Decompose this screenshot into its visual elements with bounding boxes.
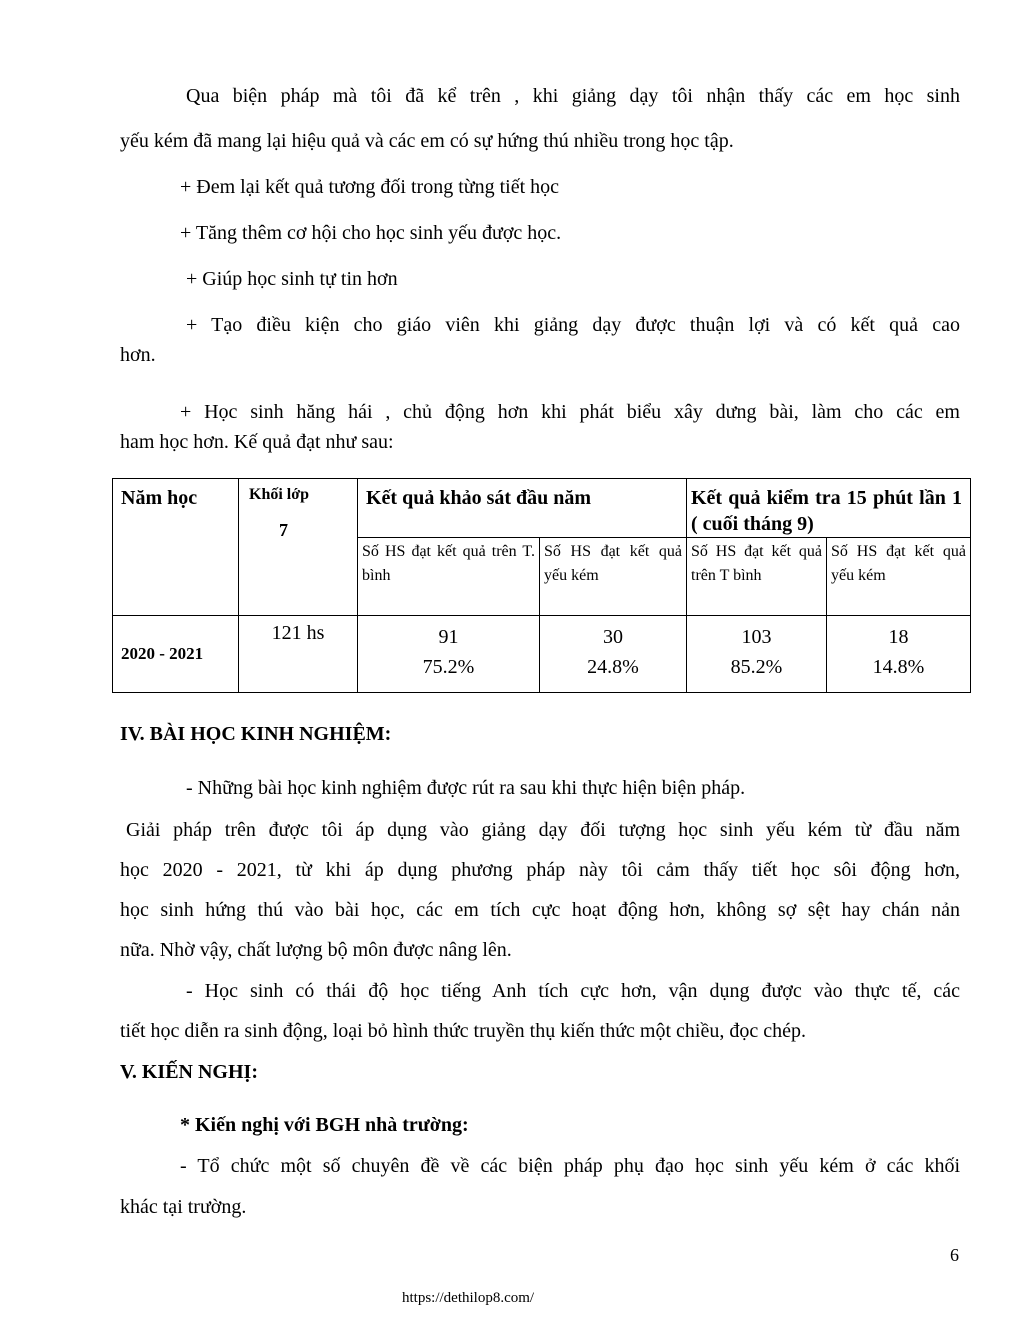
bullet-line: hơn.: [120, 344, 156, 366]
paragraph-line: - Học sinh có thái độ học tiếng Anh tích cực hơn, vận dụng được vào thực tế, các: [186, 980, 960, 1002]
cell-test-above: [687, 616, 827, 693]
paragraph-line: học 2020 - 2021, từ khi áp dụng phương pháp này tôi cảm thấy tiết học sôi động hơn,: [120, 859, 960, 881]
bullet-line: ham học hơn. Kế quả đạt như sau:: [120, 431, 394, 453]
subsection-heading: * Kiến nghị với BGH nhà trường:: [180, 1114, 469, 1136]
cell-survey-above: [358, 616, 540, 693]
section-heading: V. KIẾN NGHỊ:: [120, 1061, 258, 1083]
paragraph-line: nữa. Nhờ vậy, chất lượng bộ môn được nâng lên.: [120, 939, 512, 961]
header-survey-cell: [358, 479, 687, 538]
header-grade-value: 7: [279, 520, 288, 540]
paragraph-line: - Những bài học kinh nghiệm được rút ra sau khi thực hiện biện pháp.: [186, 777, 746, 799]
bullet-line: + Học sinh hăng hái , chủ động hơn khi phát biểu xây dưng bài, làm cho các em: [180, 401, 960, 423]
header-survey: Kết quả khảo sát đầu năm: [366, 487, 592, 509]
subheader-3: Số HS đạt kết quả trên T bình: [687, 538, 827, 616]
section-heading: IV. BÀI HỌC KINH NGHIỆM:: [120, 723, 392, 745]
subheader-1: Số HS đạt kết quả trên T. bình: [358, 538, 540, 616]
value: 91: [438, 626, 459, 648]
header-grade: Khối lớp: [249, 486, 309, 503]
bullet-line: + Tạo điều kiện cho giáo viên khi giảng dạy được thuận lợi và có kết quả cao: [186, 314, 960, 336]
header-test-cell: [687, 479, 971, 538]
percent: 85.2%: [730, 656, 783, 678]
paragraph-line: tiết học diễn ra sinh động, loại bỏ hình thức truyền thụ kiến thức một chiều, đọc chép.: [120, 1020, 806, 1042]
subheader-4: Số HS đạt kết quả yếu kém: [827, 538, 971, 616]
header-year-cell: [113, 479, 239, 616]
results-table: [112, 478, 971, 693]
header-year: Năm học: [121, 487, 198, 509]
bullet-line: + Đem lại kết quả tương đối trong từng tiết học: [180, 176, 560, 198]
header-test: Kết quả kiểm tra 15 phút lần 1 ( cuối tháng 9): [691, 487, 962, 535]
table-row: [113, 616, 971, 693]
percent: 14.8%: [872, 656, 925, 678]
header-grade-cell: [239, 479, 358, 616]
cell-test-weak: [827, 616, 971, 693]
paragraph-line: Giải pháp trên được tôi áp dụng vào giảng dạy đối tượng học sinh yếu kém từ đầu năm: [126, 819, 960, 841]
page-number: 6: [950, 1245, 959, 1265]
cell-survey-weak: [540, 616, 687, 693]
bullet-line: + Tăng thêm cơ hội cho học sinh yếu được học.: [180, 222, 562, 244]
percent: 24.8%: [587, 656, 639, 678]
value: 103: [741, 626, 772, 648]
value: 30: [603, 626, 623, 648]
paragraph-line: yếu kém đã mang lại hiệu quả và các em có sự hứng thú nhiều trong học tập.: [120, 130, 734, 152]
percent: 75.2%: [422, 656, 475, 678]
paragraph-line: - Tổ chức một số chuyên đề về các biện pháp phụ đạo học sinh yếu kém ở các khối: [180, 1155, 960, 1177]
bullet-line: + Giúp học sinh tự tin hơn: [186, 268, 398, 290]
subheader-2: Số HS đạt kết quả yếu kém: [540, 538, 687, 616]
paragraph-line: Qua biện pháp mà tôi đã kể trên , khi giảng dạy tôi nhận thấy các em học sinh: [186, 85, 960, 107]
paragraph-line: khác tại trường.: [120, 1196, 247, 1218]
footer-url[interactable]: https://dethilop8.com/: [402, 1290, 535, 1306]
cell-year: 2020 - 2021: [113, 616, 239, 693]
paragraph-line: học sinh hứng thú vào bài học, các em tích cực hoạt động hơn, không sợ sệt hay chán nản: [120, 899, 960, 921]
cell-students: 121 hs: [239, 616, 358, 693]
value: 18: [888, 626, 909, 648]
